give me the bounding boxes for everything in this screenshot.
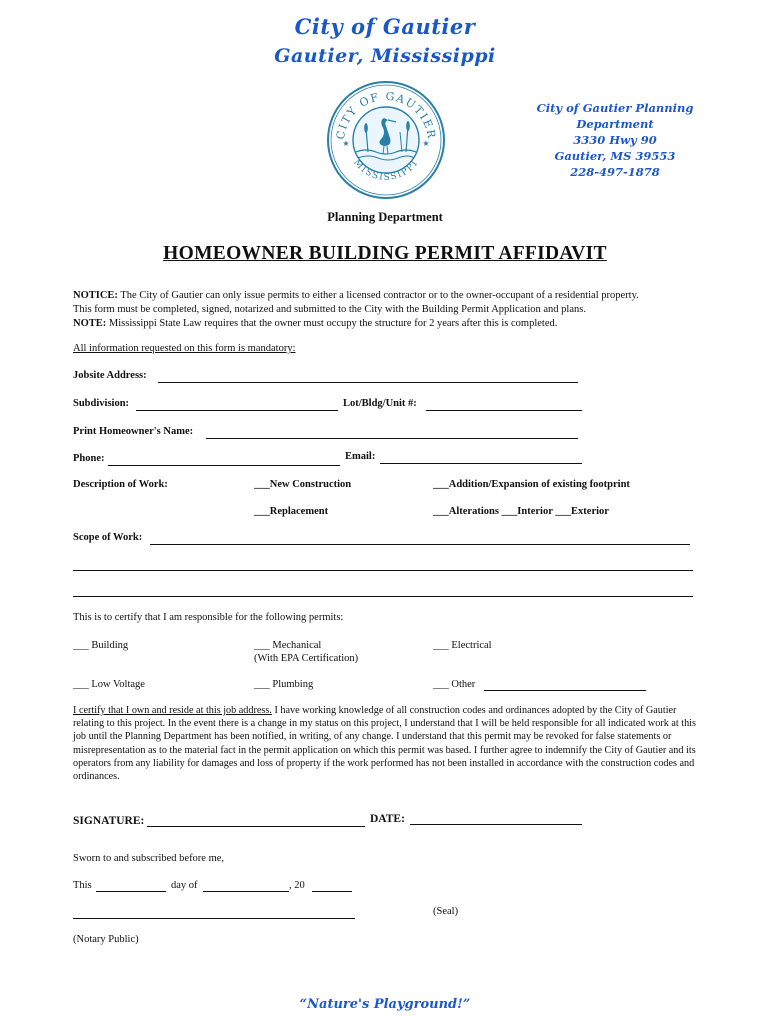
mechanical-epa-note: (With EPA Certification) bbox=[254, 653, 359, 664]
new-construction-option[interactable]: ___New Construction bbox=[254, 479, 352, 490]
scope-of-work-field-1[interactable] bbox=[150, 544, 690, 545]
plumbing-permit-option[interactable]: ___ Plumbing bbox=[254, 679, 314, 690]
seal-bottom-text: MISSISSIPPI bbox=[351, 157, 421, 183]
other-permit-option[interactable]: ___ Other bbox=[433, 679, 476, 690]
planning-department-label: Planning Department bbox=[327, 210, 443, 224]
addition-option[interactable]: ___Addition/Expansion of existing footprint bbox=[433, 479, 630, 490]
notary-day-field[interactable] bbox=[96, 891, 166, 892]
notary-year-label: , 20 bbox=[289, 880, 305, 891]
form-title: HOMEOWNER BUILDING PERMIT AFFIDAVIT bbox=[163, 243, 607, 264]
dept-address-1: 3330 Hwy 90 bbox=[573, 133, 657, 147]
alterations-option[interactable]: ___Alterations ___Interior ___Exterior bbox=[433, 506, 609, 517]
low-voltage-permit-option[interactable]: ___ Low Voltage bbox=[73, 679, 145, 690]
department-address-block bbox=[530, 100, 700, 180]
homeowner-name-label: Print Homeowner's Name: bbox=[73, 426, 194, 437]
notice-text-1: The City of Gautier can only issue permits to either a licensed contractor or to the owner-occupant of a residential property. bbox=[120, 290, 639, 301]
date-label: DATE: bbox=[370, 813, 405, 825]
mechanical-permit-option[interactable]: ___ Mechanical bbox=[254, 640, 322, 651]
scope-of-work-field-3[interactable] bbox=[73, 596, 693, 597]
note-label: NOTE: bbox=[73, 318, 107, 329]
other-permit-field[interactable] bbox=[484, 690, 646, 691]
homeowner-name-field[interactable] bbox=[206, 438, 578, 439]
city-state: Gautier, Mississippi bbox=[274, 45, 496, 67]
seal-label: (Seal) bbox=[433, 906, 459, 917]
lot-bldg-unit-label: Lot/Bldg/Unit #: bbox=[343, 398, 417, 409]
phone-label: Phone: bbox=[73, 453, 105, 464]
note-text: Mississippi State Law requires that the owner must occupy the structure for 2 years after this is completed. bbox=[108, 318, 558, 329]
notary-month-field[interactable] bbox=[203, 891, 289, 892]
notary-this-label: This bbox=[73, 880, 92, 891]
signature-label: SIGNATURE: bbox=[73, 815, 145, 827]
notary-year-field[interactable] bbox=[312, 891, 352, 892]
certification-paragraph bbox=[73, 704, 701, 783]
notary-signature-field[interactable] bbox=[73, 918, 355, 919]
dept-address-2: Gautier, MS 39553 bbox=[554, 149, 676, 163]
city-seal bbox=[326, 80, 446, 200]
dept-phone: 228-497-1878 bbox=[570, 165, 660, 179]
city-name: City of Gautier bbox=[294, 14, 476, 39]
dept-name-2: Department bbox=[576, 117, 654, 131]
notice-text-2: This form must be completed, signed, notarized and submitted to the City with the Building Permit Application and plans. bbox=[73, 304, 586, 315]
lot-bldg-unit-field[interactable] bbox=[426, 410, 582, 411]
scope-of-work-label: Scope of Work: bbox=[73, 532, 143, 543]
dept-name: City of Gautier Planning bbox=[536, 101, 694, 115]
subdivision-field[interactable] bbox=[136, 410, 338, 411]
svg-text:★: ★ bbox=[422, 139, 430, 148]
jobsite-address-field[interactable] bbox=[158, 382, 578, 383]
email-field[interactable] bbox=[380, 463, 582, 464]
permits-intro: This is to certify that I am responsible for the following permits: bbox=[73, 612, 344, 623]
email-label: Email: bbox=[345, 451, 376, 462]
notary-day-of-label: day of bbox=[171, 880, 198, 891]
date-field[interactable] bbox=[410, 824, 582, 825]
certify-body: I have working knowledge of all construction codes and ordinances adopted by the City of Gautier relating to this project. In the event there is a change in my status on this project, I understand that I will be held responsible for all indicated work at this job until the Planning Department has been notified, in writing, of any change. I understand that this permit may be revoked for false statements or misrepresentation as to the material fact in the permit application on which this permit was based. I further agree to indemnify the City of Gautier and its operators from any liability for damages and loss of property if the work performed has not been installed in accordance with the construction codes and ordinances. bbox=[73, 705, 696, 783]
signature-field[interactable] bbox=[147, 826, 365, 827]
electrical-permit-option[interactable]: ___ Electrical bbox=[433, 640, 492, 651]
building-permit-option[interactable]: ___ Building bbox=[73, 640, 129, 651]
phone-field[interactable] bbox=[108, 465, 340, 466]
mandatory-notice: All information requested on this form is mandatory: bbox=[73, 343, 296, 354]
notary-public-label: (Notary Public) bbox=[73, 934, 139, 945]
sworn-statement: Sworn to and subscribed before me, bbox=[73, 853, 225, 864]
city-motto: “Nature's Playground!” bbox=[299, 997, 471, 1012]
description-of-work-label: Description of Work: bbox=[73, 479, 168, 490]
replacement-option[interactable]: ___Replacement bbox=[254, 506, 329, 517]
subdivision-label: Subdivision: bbox=[73, 398, 130, 409]
notice-label: NOTICE: bbox=[73, 290, 118, 301]
jobsite-address-label: Jobsite Address: bbox=[73, 370, 147, 381]
scope-of-work-field-2[interactable] bbox=[73, 570, 693, 571]
seal-top-text: CITY OF GAUTIER bbox=[333, 89, 439, 141]
notice-block bbox=[73, 289, 713, 331]
svg-text:★: ★ bbox=[342, 139, 350, 148]
certify-statement: I certify that I own and reside at this job address. bbox=[73, 705, 272, 716]
